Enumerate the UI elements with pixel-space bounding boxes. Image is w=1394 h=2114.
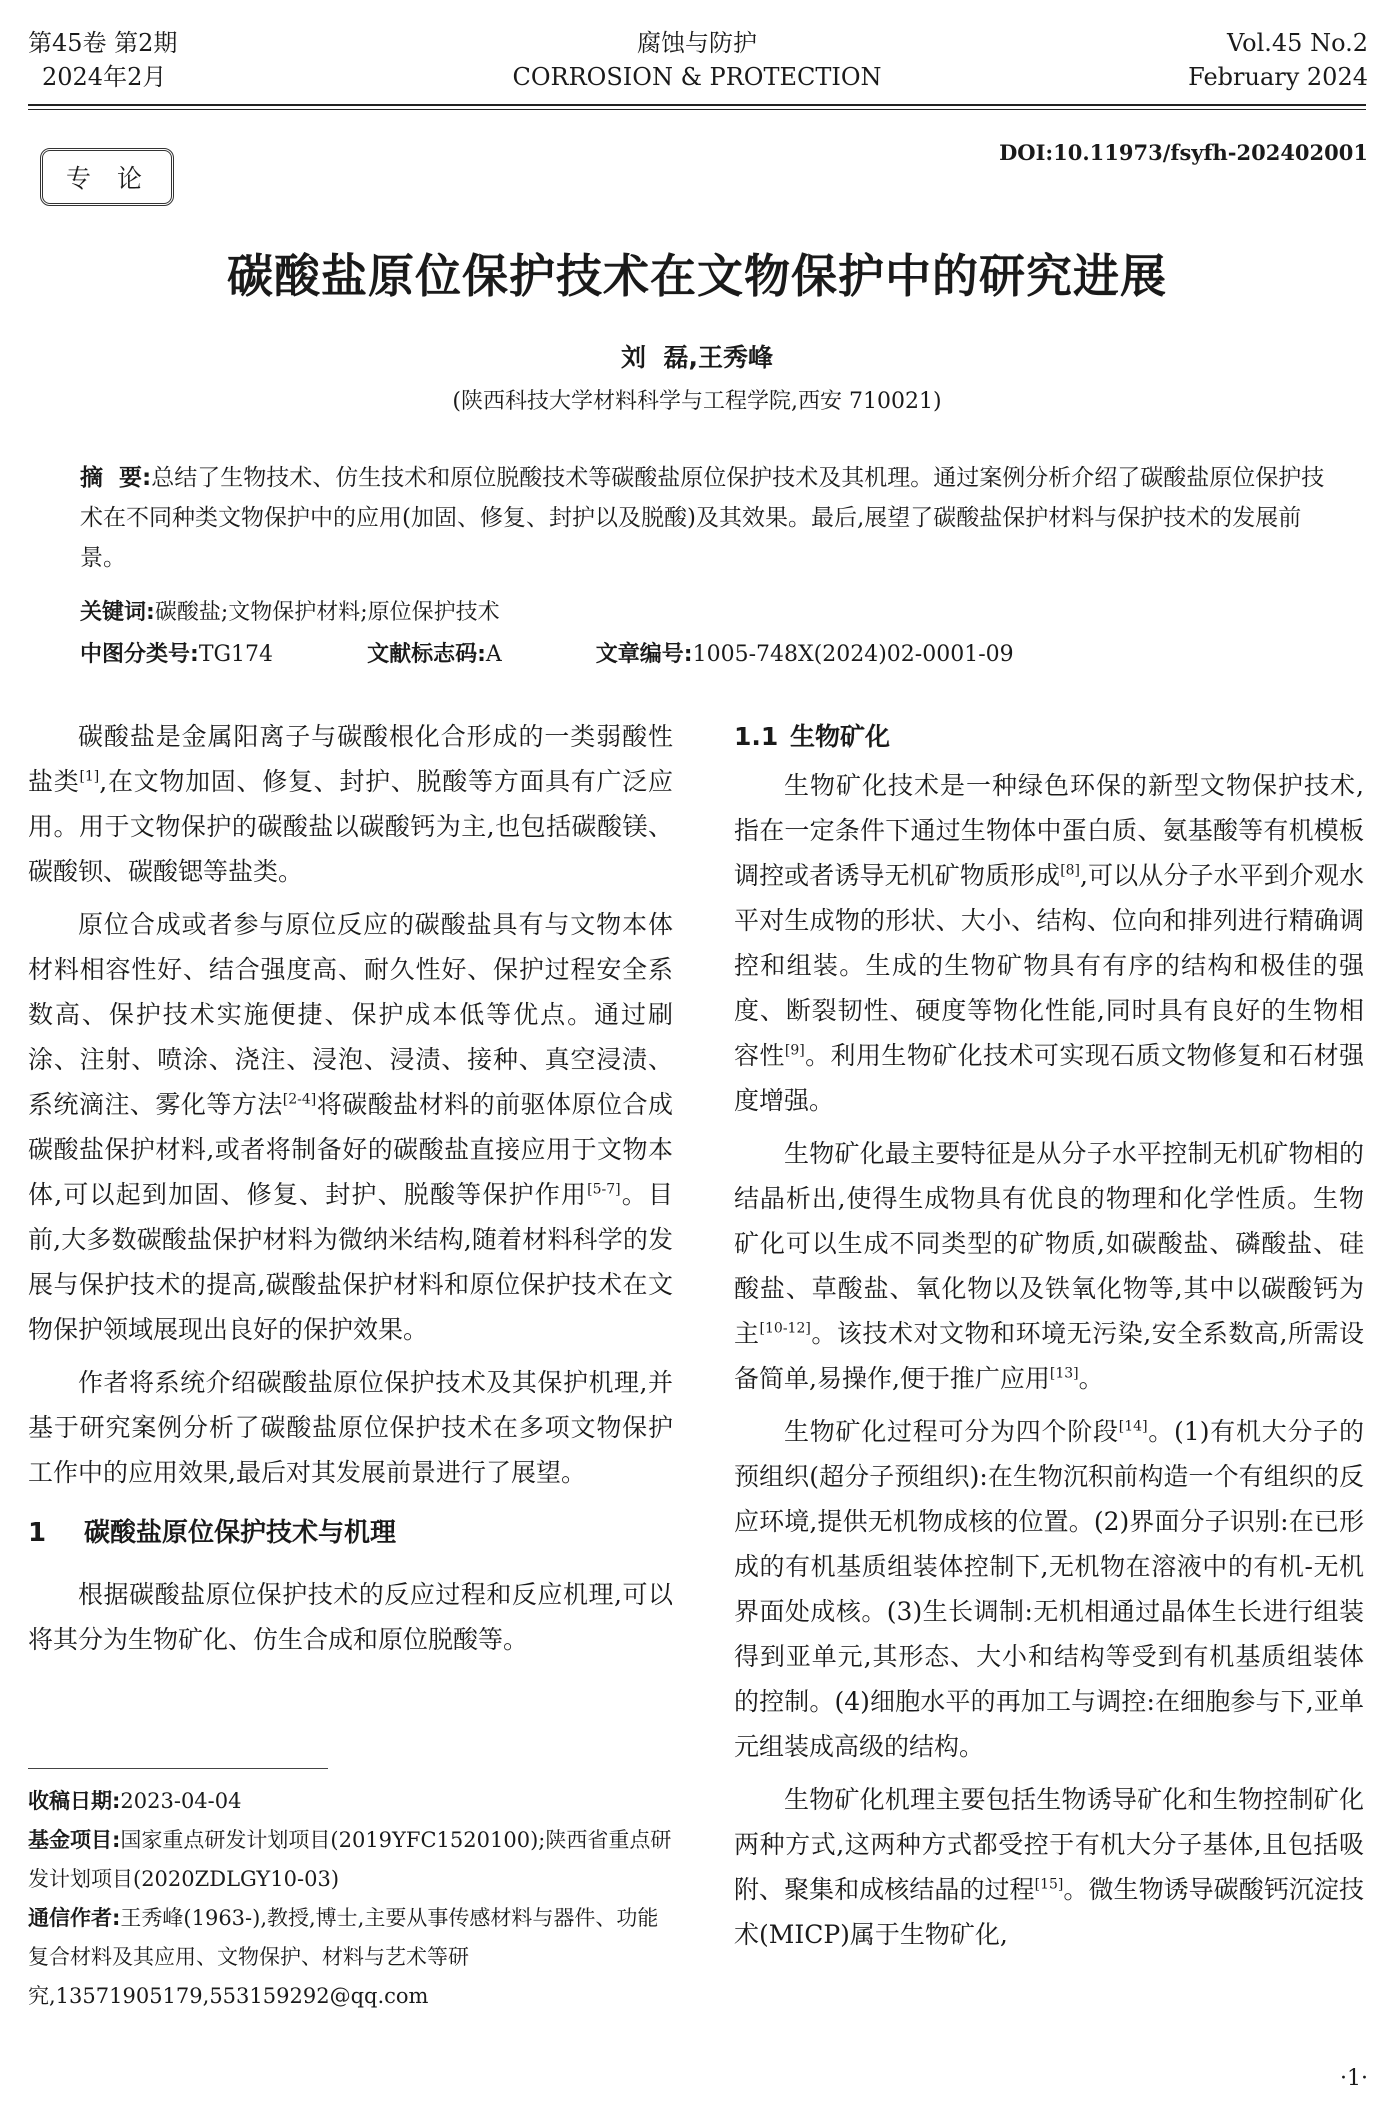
paragraph: 根据碳酸盐原位保护技术的反应过程和反应机理,可以将其分为生物矿化、仿生合成和原位脱酸等。 <box>28 1580 673 1654</box>
section-number: 1 <box>28 1518 47 1548</box>
abstract-label: 摘 要: <box>80 465 152 491</box>
funding-label: 基金项目: <box>28 1828 121 1852</box>
volume-issue-cn: 第45卷 第2期 <box>28 29 178 57</box>
subsection-heading <box>734 714 1364 759</box>
article-id-value: 1005-748X(2024)02-0001-09 <box>692 642 1014 667</box>
subsection-title: 生物矿化 <box>790 722 891 751</box>
section-title: 碳酸盐原位保护技术与机理 <box>84 1518 397 1548</box>
citation[interactable]: [5-7] <box>587 1181 621 1198</box>
citation[interactable]: [8] <box>1060 862 1081 879</box>
text-run: 生物矿化技术是一种绿色环保的新型文物保护技术,指在一定条件下通过生物体中蛋白质、氨基酸等有机模板调控或者诱导无机矿物质形成 <box>734 771 1364 890</box>
citation[interactable]: [1] <box>79 768 100 785</box>
text-run: 将碳酸盐材料的前驱体原位合成碳酸盐保护材料,或者将制备好的碳酸盐直接应用于文物本体,可以起到加固、修复、封护、脱酸等保护作用 <box>28 1090 673 1209</box>
header-rule-thick <box>28 104 1366 106</box>
funding-value: 国家重点研发计划项目(2019YFC1520100);陕西省重点研发计划项目(2020ZDLGY10-03) <box>28 1828 672 1891</box>
body-right-column <box>734 714 1364 1957</box>
keywords-text: 碳酸盐;文物保护材料;原位保护技术 <box>154 600 500 625</box>
citation[interactable]: [14] <box>1118 1418 1148 1435</box>
doc-code-value: A <box>485 642 502 667</box>
page-number: ·1· <box>1340 2066 1368 2091</box>
corr-value: 王秀峰(1963-),教授,博士,主要从事传感材料与器件、功能复合材料及其应用、文物保护、材料与艺术等研究,13571905179,553159292@qq.com <box>28 1906 659 2008</box>
received-value: 2023-04-04 <box>120 1789 242 1813</box>
journal-name-cn: 腐蚀与防护 <box>637 29 757 57</box>
affiliation: (陕西科技大学材料科学与工程学院,西安 710021) <box>452 389 942 414</box>
paragraph <box>734 1777 1364 1957</box>
text-run: 碳酸盐是金属阳离子与碳酸根化合形成的一类弱酸性盐类 <box>28 722 673 796</box>
authors: 刘 磊,王秀峰 <box>621 343 773 372</box>
article-id-label: 文章编号: <box>595 642 693 667</box>
received-label: 收稿日期: <box>28 1789 121 1813</box>
subsection-number: 1.1 <box>734 722 779 751</box>
text-run: 。利用生物矿化技术可实现石质文物修复和石材强度增强。 <box>734 1041 1364 1115</box>
running-header-right <box>1188 26 1368 94</box>
header-rule-thin <box>28 109 1366 110</box>
paragraph: 作者将系统介绍碳酸盐原位保护技术及其保护机理,并基于研究案例分析了碳酸盐原位保护技术在多项文物保护工作中的应用效果,最后对其发展前景进行了展望。 <box>28 1368 673 1487</box>
date-cn: 2024年2月 <box>42 63 167 91</box>
abstract-text: 总结了生物技术、仿生技术和原位脱酸技术等碳酸盐原位保护技术及其机理。通过案例分析介绍了碳酸盐原位保护技术在不同种类文物保护中的应用(加固、修复、封护以及脱酸)及其效果。最后,展望了碳酸盐保护材料与保护技术的发展前景。 <box>80 465 1325 571</box>
text-run: ,可以从分子水平到介观水平对生成物的形状、大小、结构、位向和排列进行精确调控和组装。生成的生物矿物具有有序的结构和极佳的强度、断裂韧性、硬度等物化性能,同时具有良好的生物相容性 <box>734 861 1364 1070</box>
running-header-center <box>0 26 1394 94</box>
corresponding-author <box>28 1899 673 2016</box>
keywords-label: 关键词: <box>80 600 155 625</box>
text-run: 。 <box>1078 1364 1104 1393</box>
classification-row <box>80 637 1330 673</box>
body-left-column <box>28 714 673 1662</box>
paragraph <box>734 1409 1364 1769</box>
text-run: 生物矿化机理主要包括生物诱导矿化和生物控制矿化两种方式,这两种方式都受控于有机大分子基体,且包括吸附、聚集和成核结晶的过程 <box>734 1785 1364 1904</box>
funding <box>28 1821 673 1899</box>
column-tag: 专论 <box>40 148 174 206</box>
paragraph <box>28 902 673 1352</box>
text-run: 。该技术对文物和环境无污染,安全系数高,所需设备简单,易操作,便于推广应用 <box>734 1319 1364 1393</box>
text-run: 。目前,大多数碳酸盐保护材料为微纳米结构,随着材料科学的发展与保护技术的提高,碳酸盐保护材料和原位保护技术在文物保护领域展现出良好的保护效果。 <box>28 1180 673 1344</box>
doc-code-label: 文献标志码: <box>367 642 486 667</box>
date-en: February 2024 <box>1188 63 1368 91</box>
corr-label: 通信作者: <box>28 1906 121 1930</box>
footnotes <box>28 1782 673 2016</box>
paragraph <box>28 714 673 894</box>
text-run: 原位合成或者参与原位反应的碳酸盐具有与文物本体材料相容性好、结合强度高、耐久性好、保护过程安全系数高、保护技术实施便捷、保护成本低等优点。通过刷涂、注射、喷涂、浇注、浸泡、浸渍、接种、真空浸渍、系统滴注、雾化等方法 <box>28 910 673 1119</box>
article-title: 碳酸盐原位保护技术在文物保护中的研究进展 <box>227 249 1167 303</box>
citation[interactable]: [13] <box>1049 1365 1079 1382</box>
text-run: 生物矿化最主要特征是从分子水平控制无机矿物相的结晶析出,使得生成物具有优良的物理和化学性质。生物矿化可以生成不同类型的矿物质,如碳酸盐、磷酸盐、硅酸盐、草酸盐、氧化物以及铁氧化物等,其中以碳酸钙为主 <box>734 1139 1364 1348</box>
text-run: 。微生物诱导碳酸钙沉淀技术(MICP)属于生物矿化, <box>734 1875 1364 1949</box>
journal-name-en: CORROSION & PROTECTION <box>512 63 882 91</box>
clc-label: 中图分类号: <box>80 642 199 667</box>
abstract <box>80 458 1330 578</box>
section-heading <box>28 1511 673 1556</box>
paragraph <box>734 763 1364 1123</box>
text-run: ,在文物加固、修复、封护、脱酸等方面具有广泛应用。用于文物保护的碳酸盐以碳酸钙为主,也包括碳酸镁、碳酸钡、碳酸锶等盐类。 <box>28 767 673 886</box>
text-run: 生物矿化过程可分为四个阶段 <box>784 1417 1119 1446</box>
text-run: 。(1)有机大分子的预组织(超分子预组织):在生物沉积前构造一个有组织的反应环境,提供无机物成核的位置。(2)界面分子识别:在已形成的有机基质组装体控制下,无机物在溶液中的有机-无机界面处成核。(3)生长调制:无机相通过晶体生长进行组装得到亚单元,其形态、大小和结构等受到有机基质组装体的控制。(4)细胞水平的再加工与调控:在细胞参与下,亚单元组装成高级的结构。 <box>734 1417 1364 1761</box>
footnote-rule <box>28 1768 328 1769</box>
doi[interactable]: DOI:10.11973/fsyfh-202402001 <box>999 140 1368 165</box>
received-date <box>28 1782 673 1821</box>
volume-issue-en: Vol.45 No.2 <box>1227 29 1368 57</box>
citation[interactable]: [10-12] <box>759 1320 811 1337</box>
citation[interactable]: [15] <box>1034 1876 1064 1893</box>
citation[interactable]: [9] <box>784 1042 805 1059</box>
clc-value: TG174 <box>198 642 274 667</box>
citation[interactable]: [2-4] <box>282 1091 317 1108</box>
paragraph <box>734 1131 1364 1401</box>
keywords <box>80 595 1330 631</box>
